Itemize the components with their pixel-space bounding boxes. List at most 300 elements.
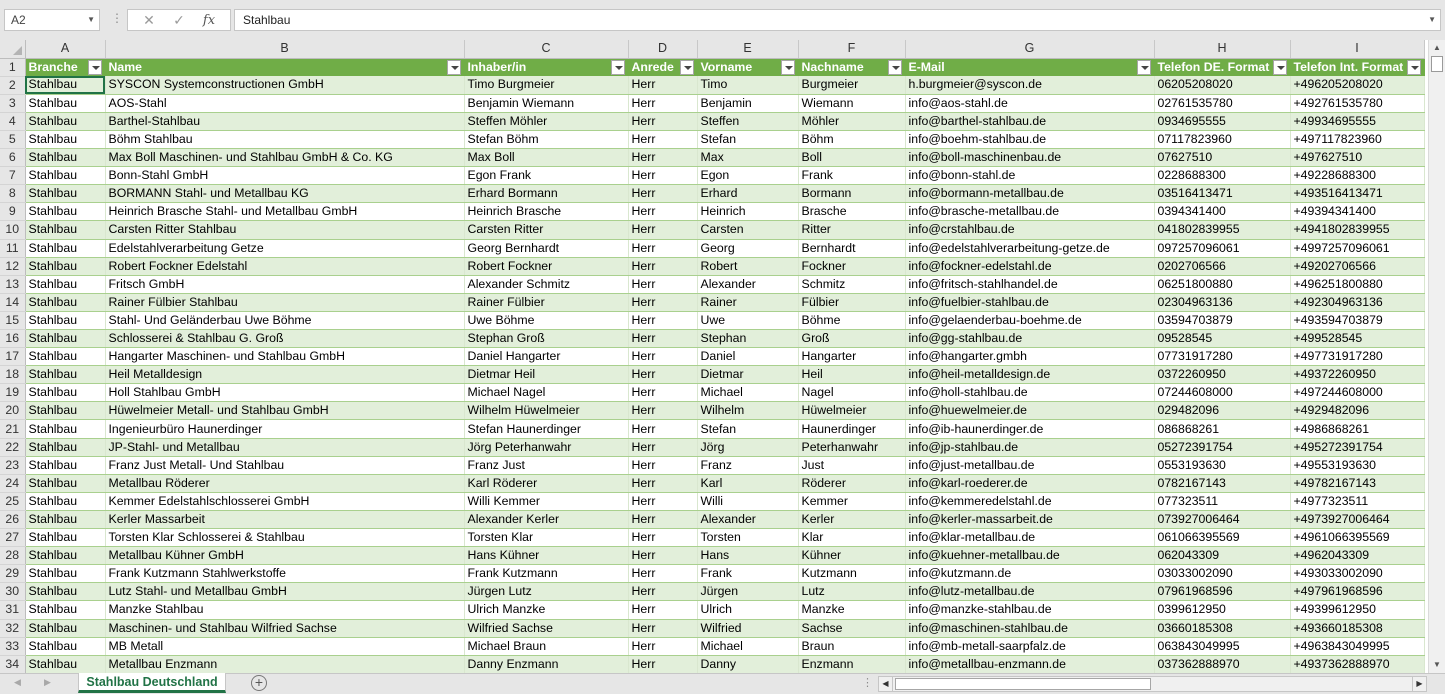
table-cell[interactable]: Stahlbau (25, 330, 105, 348)
table-cell[interactable]: info@klar-metallbau.de (905, 529, 1154, 547)
row-header[interactable]: 33 (0, 637, 25, 655)
table-cell[interactable]: 062043309 (1154, 547, 1290, 565)
table-cell[interactable]: Holl Stahlbau GmbH (105, 384, 464, 402)
table-cell[interactable]: 097257096061 (1154, 239, 1290, 257)
table-cell[interactable]: +49372260950 (1290, 366, 1424, 384)
table-cell[interactable]: +49782167143 (1290, 474, 1424, 492)
table-cell[interactable]: 061066395569 (1154, 529, 1290, 547)
table-cell[interactable]: Herr (628, 348, 697, 366)
table-cell[interactable]: +49553193630 (1290, 456, 1424, 474)
table-cell[interactable]: +49399612950 (1290, 601, 1424, 619)
table-cell[interactable]: info@holl-stahlbau.de (905, 384, 1154, 402)
table-cell[interactable]: Rainer Fülbier (464, 293, 628, 311)
row-header[interactable]: 2 (0, 76, 25, 94)
scroll-down-icon[interactable]: ▼ (1433, 660, 1441, 669)
table-cell[interactable]: Herr (628, 257, 697, 275)
row-header[interactable]: 30 (0, 583, 25, 601)
table-cell[interactable]: Franz (697, 456, 798, 474)
table-cell[interactable]: Daniel Hangarter (464, 348, 628, 366)
table-cell[interactable]: +4929482096 (1290, 402, 1424, 420)
header-cell[interactable] (628, 58, 697, 76)
filter-dropdown-icon[interactable] (1137, 60, 1151, 75)
table-cell[interactable]: Lutz (798, 583, 905, 601)
table-cell[interactable]: Klar (798, 529, 905, 547)
filter-dropdown-icon[interactable] (447, 60, 461, 75)
cancel-icon[interactable]: ✕ (143, 11, 155, 28)
table-cell[interactable]: Stahlbau (25, 474, 105, 492)
table-cell[interactable]: 029482096 (1154, 402, 1290, 420)
table-cell[interactable]: Just (798, 456, 905, 474)
table-cell[interactable]: Boll (798, 149, 905, 167)
table-cell[interactable]: Alexander (697, 275, 798, 293)
table-cell[interactable]: Georg (697, 239, 798, 257)
row-header[interactable]: 26 (0, 510, 25, 528)
table-cell[interactable]: Ritter (798, 221, 905, 239)
row-header[interactable]: 10 (0, 221, 25, 239)
row-header[interactable]: 21 (0, 420, 25, 438)
tab-scroll-left-icon[interactable]: ◀ (14, 677, 21, 687)
table-cell[interactable]: Stahlbau (25, 257, 105, 275)
table-cell[interactable]: Bormann (798, 185, 905, 203)
table-cell[interactable]: Herr (628, 583, 697, 601)
row-header[interactable]: 14 (0, 293, 25, 311)
row-header[interactable]: 12 (0, 257, 25, 275)
table-cell[interactable]: Peterhanwahr (798, 438, 905, 456)
table-cell[interactable]: 03594703879 (1154, 311, 1290, 329)
table-cell[interactable]: Michael (697, 637, 798, 655)
table-cell[interactable]: Stahlbau (25, 293, 105, 311)
table-cell[interactable]: Sachse (798, 619, 905, 637)
table-cell[interactable]: Hüwelmeier Metall- und Stahlbau GmbH (105, 402, 464, 420)
table-cell[interactable]: Michael Nagel (464, 384, 628, 402)
table-cell[interactable]: +492304963136 (1290, 293, 1424, 311)
table-cell[interactable]: Herr (628, 149, 697, 167)
table-cell[interactable]: Herr (628, 456, 697, 474)
table-cell[interactable]: Wilfried Sachse (464, 619, 628, 637)
more-options-icon[interactable]: ⋮ (111, 11, 123, 25)
table-cell[interactable]: Herr (628, 203, 697, 221)
table-cell[interactable]: info@bonn-stahl.de (905, 167, 1154, 185)
row-header[interactable]: 29 (0, 565, 25, 583)
table-cell[interactable]: Stephan Groß (464, 330, 628, 348)
header-cell[interactable] (905, 58, 1154, 76)
header-cell[interactable] (105, 58, 464, 76)
table-cell[interactable]: Stahlbau (25, 311, 105, 329)
row-header[interactable]: 5 (0, 130, 25, 148)
row-header[interactable]: 25 (0, 492, 25, 510)
table-cell[interactable]: Daniel (697, 348, 798, 366)
table-cell[interactable]: Dietmar (697, 366, 798, 384)
table-cell[interactable]: Herr (628, 366, 697, 384)
row-header[interactable]: 3 (0, 94, 25, 112)
table-cell[interactable]: 03660185308 (1154, 619, 1290, 637)
column-header-c[interactable]: C (464, 40, 628, 58)
table-cell[interactable]: 07961968596 (1154, 583, 1290, 601)
table-cell[interactable]: Heil (798, 366, 905, 384)
table-cell[interactable]: info@heil-metalldesign.de (905, 366, 1154, 384)
row-header[interactable]: 13 (0, 275, 25, 293)
filter-dropdown-icon[interactable] (888, 60, 902, 75)
table-cell[interactable]: +492761535780 (1290, 94, 1424, 112)
table-cell[interactable]: info@fuelbier-stahlbau.de (905, 293, 1154, 311)
row-header[interactable]: 27 (0, 529, 25, 547)
table-cell[interactable]: Maschinen- und Stahlbau Wilfried Sachse (105, 619, 464, 637)
table-cell[interactable]: Herr (628, 619, 697, 637)
table-cell[interactable]: 086868261 (1154, 420, 1290, 438)
table-cell[interactable]: BORMANN Stahl- und Metallbau KG (105, 185, 464, 203)
table-cell[interactable]: Alexander (697, 510, 798, 528)
table-cell[interactable]: Jürgen (697, 583, 798, 601)
expand-formula-icon[interactable]: ▼ (1428, 15, 1436, 24)
filter-dropdown-icon[interactable] (680, 60, 694, 75)
table-cell[interactable]: +4977323511 (1290, 492, 1424, 510)
table-cell[interactable]: 0553193630 (1154, 456, 1290, 474)
table-cell[interactable]: +4961066395569 (1290, 529, 1424, 547)
horizontal-scroll-thumb[interactable] (895, 678, 1151, 690)
table-cell[interactable]: Barthel-Stahlbau (105, 112, 464, 130)
insert-function-icon[interactable]: fx (202, 12, 216, 28)
table-cell[interactable]: Steffen Möhler (464, 112, 628, 130)
table-cell[interactable]: Lutz Stahl- und Metallbau GmbH (105, 583, 464, 601)
row-header[interactable]: 34 (0, 655, 25, 673)
table-cell[interactable]: Erhard (697, 185, 798, 203)
table-cell[interactable]: Stahlbau (25, 510, 105, 528)
table-cell[interactable]: Max (697, 149, 798, 167)
row-header[interactable]: 28 (0, 547, 25, 565)
table-cell[interactable]: info@kutzmann.de (905, 565, 1154, 583)
table-cell[interactable]: Herr (628, 185, 697, 203)
row-header[interactable]: 20 (0, 402, 25, 420)
table-cell[interactable]: Stahlbau (25, 130, 105, 148)
row-header[interactable]: 19 (0, 384, 25, 402)
header-cell[interactable] (1290, 58, 1424, 76)
table-cell[interactable]: info@aos-stahl.de (905, 94, 1154, 112)
table-cell[interactable]: Stahlbau (25, 583, 105, 601)
table-cell[interactable]: Rainer (697, 293, 798, 311)
table-cell[interactable]: Frank (697, 565, 798, 583)
header-cell[interactable] (25, 58, 105, 76)
table-cell[interactable]: Danny Enzmann (464, 655, 628, 673)
table-cell[interactable]: Max Boll Maschinen- und Stahlbau GmbH & Co. KG (105, 149, 464, 167)
table-cell[interactable]: info@manzke-stahlbau.de (905, 601, 1154, 619)
table-cell[interactable]: Stahlbau (25, 492, 105, 510)
table-cell[interactable]: 063843049995 (1154, 637, 1290, 655)
add-sheet-icon[interactable]: + (251, 675, 267, 691)
table-cell[interactable]: +49202706566 (1290, 257, 1424, 275)
table-cell[interactable]: info@kuehner-metallbau.de (905, 547, 1154, 565)
table-cell[interactable]: Herr (628, 311, 697, 329)
table-cell[interactable]: Manzke (798, 601, 905, 619)
row-header[interactable]: 6 (0, 149, 25, 167)
table-cell[interactable]: +4986868261 (1290, 420, 1424, 438)
table-cell[interactable]: Böhme (798, 311, 905, 329)
table-cell[interactable]: Torsten (697, 529, 798, 547)
row-header[interactable]: 4 (0, 112, 25, 130)
table-cell[interactable]: 05272391754 (1154, 438, 1290, 456)
name-box[interactable] (4, 9, 100, 31)
table-cell[interactable]: 0202706566 (1154, 257, 1290, 275)
table-cell[interactable]: Stahlbau (25, 529, 105, 547)
header-cell[interactable] (798, 58, 905, 76)
header-cell[interactable] (1154, 58, 1290, 76)
table-cell[interactable]: MB Metall (105, 637, 464, 655)
table-cell[interactable]: Stahlbau (25, 565, 105, 583)
table-cell[interactable]: 0394341400 (1154, 203, 1290, 221)
table-cell[interactable]: Wilfried (697, 619, 798, 637)
table-cell[interactable]: info@fockner-edelstahl.de (905, 257, 1154, 275)
row-header[interactable]: 23 (0, 456, 25, 474)
table-cell[interactable]: Bernhardt (798, 239, 905, 257)
enter-icon[interactable]: ✓ (173, 11, 185, 28)
table-cell[interactable]: Erhard Bormann (464, 185, 628, 203)
table-cell[interactable]: 0228688300 (1154, 167, 1290, 185)
table-cell[interactable]: info@metallbau-enzmann.de (905, 655, 1154, 673)
table-cell[interactable]: Enzmann (798, 655, 905, 673)
table-cell[interactable]: Timo (697, 76, 798, 94)
table-cell[interactable]: Jürgen Lutz (464, 583, 628, 601)
table-cell[interactable]: Stahlbau (25, 547, 105, 565)
table-cell[interactable]: 0372260950 (1154, 366, 1290, 384)
table-cell[interactable]: Stahlbau (25, 420, 105, 438)
table-cell[interactable]: +49228688300 (1290, 167, 1424, 185)
table-cell[interactable]: Jörg Peterhanwahr (464, 438, 628, 456)
table-cell[interactable]: +493516413471 (1290, 185, 1424, 203)
table-cell[interactable]: Stahlbau (25, 601, 105, 619)
table-cell[interactable]: +4941802839955 (1290, 221, 1424, 239)
tab-scroll-right-icon[interactable]: ▶ (44, 677, 51, 687)
table-cell[interactable]: info@hangarter.gmbh (905, 348, 1154, 366)
table-cell[interactable]: Herr (628, 529, 697, 547)
table-cell[interactable]: Schlosserei & Stahlbau G. Groß (105, 330, 464, 348)
table-cell[interactable]: +493594703879 (1290, 311, 1424, 329)
table-cell[interactable]: Wiemann (798, 94, 905, 112)
table-cell[interactable]: Ulrich Manzke (464, 601, 628, 619)
row-header[interactable]: 7 (0, 167, 25, 185)
row-header[interactable]: 31 (0, 601, 25, 619)
table-cell[interactable]: Heinrich (697, 203, 798, 221)
table-cell[interactable]: Torsten Klar (464, 529, 628, 547)
table-cell[interactable]: Jörg (697, 438, 798, 456)
table-cell[interactable]: Stahl- Und Geländerbau Uwe Böhme (105, 311, 464, 329)
table-cell[interactable]: Max Boll (464, 149, 628, 167)
table-cell[interactable]: info@lutz-metallbau.de (905, 583, 1154, 601)
table-cell[interactable]: Stahlbau (25, 239, 105, 257)
table-cell[interactable]: Haunerdinger (798, 420, 905, 438)
table-cell[interactable]: 03516413471 (1154, 185, 1290, 203)
table-cell[interactable]: +499528545 (1290, 330, 1424, 348)
header-cell[interactable] (697, 58, 798, 76)
table-cell[interactable]: Georg Bernhardt (464, 239, 628, 257)
table-cell[interactable]: Stahlbau (25, 112, 105, 130)
table-cell[interactable]: Stahlbau (25, 221, 105, 239)
table-cell[interactable]: Michael Braun (464, 637, 628, 655)
table-cell[interactable]: Timo Burgmeier (464, 76, 628, 94)
table-cell[interactable]: Herr (628, 565, 697, 583)
column-header-e[interactable]: E (697, 40, 798, 58)
column-header-a[interactable]: A (25, 40, 105, 58)
table-cell[interactable]: h.burgmeier@syscon.de (905, 76, 1154, 94)
table-cell[interactable]: Heinrich Brasche (464, 203, 628, 221)
table-cell[interactable]: Karl Röderer (464, 474, 628, 492)
table-cell[interactable]: info@huewelmeier.de (905, 402, 1154, 420)
filter-dropdown-icon[interactable] (611, 60, 625, 75)
more-options-icon[interactable]: ⋮ (862, 677, 873, 689)
table-cell[interactable]: info@boll-maschinenbau.de (905, 149, 1154, 167)
table-cell[interactable]: 041802839955 (1154, 221, 1290, 239)
scroll-right-icon[interactable]: ▶ (1412, 677, 1426, 691)
filter-dropdown-icon[interactable] (781, 60, 795, 75)
table-cell[interactable]: Möhler (798, 112, 905, 130)
table-cell[interactable]: Herr (628, 402, 697, 420)
table-cell[interactable]: +4962043309 (1290, 547, 1424, 565)
row-header[interactable]: 15 (0, 311, 25, 329)
table-cell[interactable]: Herr (628, 112, 697, 130)
table-cell[interactable]: Alexander Kerler (464, 510, 628, 528)
table-cell[interactable]: SYSCON Systemconstructionen GmbH (105, 76, 464, 94)
table-cell[interactable]: Stahlbau (25, 438, 105, 456)
table-cell[interactable]: info@bormann-metallbau.de (905, 185, 1154, 203)
table-cell[interactable]: Karl (697, 474, 798, 492)
table-cell[interactable]: Herr (628, 275, 697, 293)
filter-dropdown-icon[interactable] (1273, 60, 1287, 75)
header-cell[interactable] (464, 58, 628, 76)
table-cell[interactable]: Carsten (697, 221, 798, 239)
table-cell[interactable]: info@edelstahlverarbeitung-getze.de (905, 239, 1154, 257)
table-cell[interactable]: 077323511 (1154, 492, 1290, 510)
row-header[interactable]: 17 (0, 348, 25, 366)
table-cell[interactable]: Danny (697, 655, 798, 673)
table-cell[interactable]: info@crstahlbau.de (905, 221, 1154, 239)
table-cell[interactable]: 06251800880 (1154, 275, 1290, 293)
table-cell[interactable]: Hangarter (798, 348, 905, 366)
table-cell[interactable]: Stefan (697, 130, 798, 148)
table-cell[interactable]: Groß (798, 330, 905, 348)
table-cell[interactable]: +497731917280 (1290, 348, 1424, 366)
table-cell[interactable]: 02304963136 (1154, 293, 1290, 311)
table-cell[interactable]: Wilhelm Hüwelmeier (464, 402, 628, 420)
vertical-scrollbar[interactable] (1428, 40, 1445, 673)
horizontal-scrollbar[interactable] (878, 676, 1427, 692)
table-cell[interactable]: 07117823960 (1154, 130, 1290, 148)
row-header[interactable]: 11 (0, 239, 25, 257)
table-cell[interactable]: Herr (628, 167, 697, 185)
table-cell[interactable]: 03033002090 (1154, 565, 1290, 583)
table-cell[interactable]: Fritsch GmbH (105, 275, 464, 293)
table-cell[interactable]: +496205208020 (1290, 76, 1424, 94)
table-cell[interactable]: Stahlbau (25, 348, 105, 366)
table-cell[interactable]: +49394341400 (1290, 203, 1424, 221)
table-cell[interactable]: JP-Stahl- und Metallbau (105, 438, 464, 456)
formula-input[interactable] (234, 9, 1441, 31)
table-cell[interactable]: 07627510 (1154, 149, 1290, 167)
table-cell[interactable]: info@gg-stahlbau.de (905, 330, 1154, 348)
chevron-down-icon[interactable]: ▼ (87, 15, 95, 24)
table-cell[interactable]: Kemmer Edelstahlschlosserei GmbH (105, 492, 464, 510)
table-cell[interactable]: +493660185308 (1290, 619, 1424, 637)
column-header-d[interactable]: D (628, 40, 697, 58)
table-cell[interactable]: Herr (628, 420, 697, 438)
table-cell[interactable]: info@jp-stahlbau.de (905, 438, 1154, 456)
table-cell[interactable]: Herr (628, 221, 697, 239)
sheet-tab-stahlbau-deutschland[interactable]: Stahlbau Deutschland (78, 673, 226, 693)
table-cell[interactable]: Stahlbau (25, 619, 105, 637)
table-cell[interactable]: Schmitz (798, 275, 905, 293)
table-cell[interactable]: Herr (628, 655, 697, 673)
table-cell[interactable]: Egon (697, 167, 798, 185)
table-cell[interactable]: Bonn-Stahl GmbH (105, 167, 464, 185)
table-cell[interactable]: Braun (798, 637, 905, 655)
table-cell[interactable]: info@mb-metall-saarpfalz.de (905, 637, 1154, 655)
table-cell[interactable]: 0399612950 (1154, 601, 1290, 619)
table-cell[interactable]: +495272391754 (1290, 438, 1424, 456)
table-cell[interactable]: 0934695555 (1154, 112, 1290, 130)
table-cell[interactable]: Metallbau Enzmann (105, 655, 464, 673)
table-cell[interactable]: Stahlbau (25, 456, 105, 474)
table-cell[interactable]: Carsten Ritter Stahlbau (105, 221, 464, 239)
row-header[interactable]: 24 (0, 474, 25, 492)
table-cell[interactable]: Stahlbau (25, 275, 105, 293)
table-cell[interactable]: Stahlbau (25, 149, 105, 167)
table-cell[interactable]: Willi Kemmer (464, 492, 628, 510)
table-cell[interactable]: Kemmer (798, 492, 905, 510)
table-cell[interactable]: Heil Metalldesign (105, 366, 464, 384)
table-cell[interactable]: Ingenieurbüro Haunerdinger (105, 420, 464, 438)
table-cell[interactable]: +497627510 (1290, 149, 1424, 167)
column-header-f[interactable]: F (798, 40, 905, 58)
table-cell[interactable]: Brasche (798, 203, 905, 221)
table-cell[interactable]: Herr (628, 239, 697, 257)
table-cell[interactable]: Alexander Schmitz (464, 275, 628, 293)
table-cell[interactable]: Stahlbau (25, 655, 105, 673)
table-cell[interactable]: Frank (798, 167, 905, 185)
column-header-i[interactable]: I (1290, 40, 1424, 58)
table-cell[interactable]: Stefan Böhm (464, 130, 628, 148)
table-cell[interactable]: info@just-metallbau.de (905, 456, 1154, 474)
row-header[interactable]: 16 (0, 330, 25, 348)
table-cell[interactable]: Stahlbau (25, 384, 105, 402)
table-cell[interactable]: Herr (628, 76, 697, 94)
table-cell[interactable]: Herr (628, 492, 697, 510)
table-cell[interactable]: Stahlbau (25, 167, 105, 185)
table-cell[interactable]: Edelstahlverarbeitung Getze (105, 239, 464, 257)
table-cell[interactable]: Michael (697, 384, 798, 402)
column-header-g[interactable]: G (905, 40, 1154, 58)
table-cell[interactable]: Herr (628, 601, 697, 619)
table-cell[interactable]: info@boehm-stahlbau.de (905, 130, 1154, 148)
row-header[interactable]: 8 (0, 185, 25, 203)
table-cell[interactable]: Stefan Haunerdinger (464, 420, 628, 438)
table-cell[interactable]: Stahlbau (25, 76, 105, 94)
table-cell[interactable]: +496251800880 (1290, 275, 1424, 293)
table-cell[interactable]: Kerler (798, 510, 905, 528)
table-cell[interactable]: Hüwelmeier (798, 402, 905, 420)
table-cell[interactable]: Uwe (697, 311, 798, 329)
table-cell[interactable]: +4963843049995 (1290, 637, 1424, 655)
table-cell[interactable]: Stahlbau (25, 185, 105, 203)
row-header[interactable]: 32 (0, 619, 25, 637)
filter-dropdown-icon[interactable] (1407, 60, 1421, 75)
table-cell[interactable]: Egon Frank (464, 167, 628, 185)
table-cell[interactable]: info@gelaenderbau-boehme.de (905, 311, 1154, 329)
table-cell[interactable]: 07731917280 (1154, 348, 1290, 366)
table-cell[interactable]: info@fritsch-stahlhandel.de (905, 275, 1154, 293)
table-cell[interactable]: +4997257096061 (1290, 239, 1424, 257)
table-cell[interactable]: Torsten Klar Schlosserei & Stahlbau (105, 529, 464, 547)
table-cell[interactable]: +493033002090 (1290, 565, 1424, 583)
vertical-scroll-thumb[interactable] (1431, 56, 1443, 72)
table-cell[interactable]: Stephan (697, 330, 798, 348)
table-cell[interactable]: Benjamin Wiemann (464, 94, 628, 112)
